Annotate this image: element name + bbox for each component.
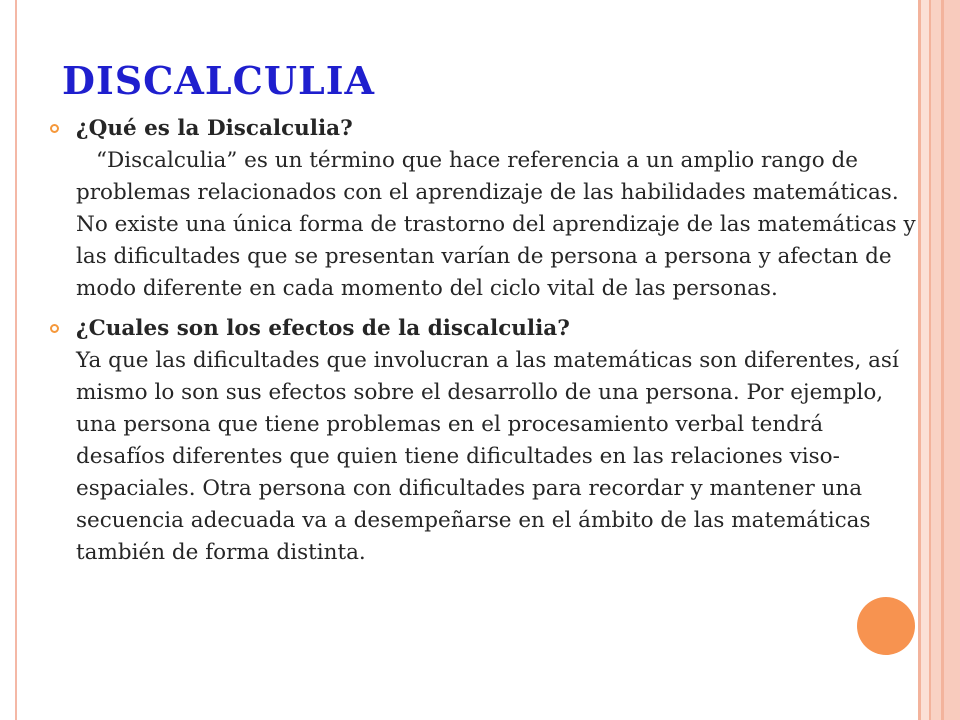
bullet-item — [48, 313, 916, 569]
bullet-circle-icon — [50, 324, 59, 333]
right-stripe — [944, 0, 960, 720]
slide-title: DISCALCULIA — [62, 58, 375, 103]
bullet-heading: ¿Qué es la Discalculia? — [76, 116, 353, 141]
bullet-body: “Discalculia” es un término que hace referencia a un amplio rango de problemas relacionados con el aprendizaje de las habilidades matemáticas. No existe una única forma de trastorno del aprendizaje de las matemáticas y las dificultades que se presentan varían de persona a persona y afectan de modo diferente en cada momento del ciclo vital de las personas. — [76, 148, 916, 301]
slide-content — [48, 113, 916, 577]
left-border-line — [15, 0, 17, 720]
bullet-heading: ¿Cuales son los efectos de la discalculia? — [76, 316, 570, 341]
bullet-body: Ya que las dificultades que involucran a las matemáticas son diferentes, así mismo lo son sus efectos sobre el desarrollo de una persona. Por ejemplo, una persona que tiene problemas en el procesamiento verbal tendrá desafíos diferentes que quien tiene dificultades en las relaciones viso- espaciales. Otra persona con dificultades para recordar y mantener una secuencia adecuada va a desempeñarse en el ámbito de las matemáticas también de forma distinta. — [76, 348, 899, 565]
bullet-circle-icon — [50, 124, 59, 133]
bullet-item — [48, 113, 916, 305]
bullet-body-wrapper — [76, 145, 916, 305]
orange-circle-decoration — [857, 597, 915, 655]
right-stripe — [931, 0, 941, 720]
right-stripe — [921, 0, 929, 720]
